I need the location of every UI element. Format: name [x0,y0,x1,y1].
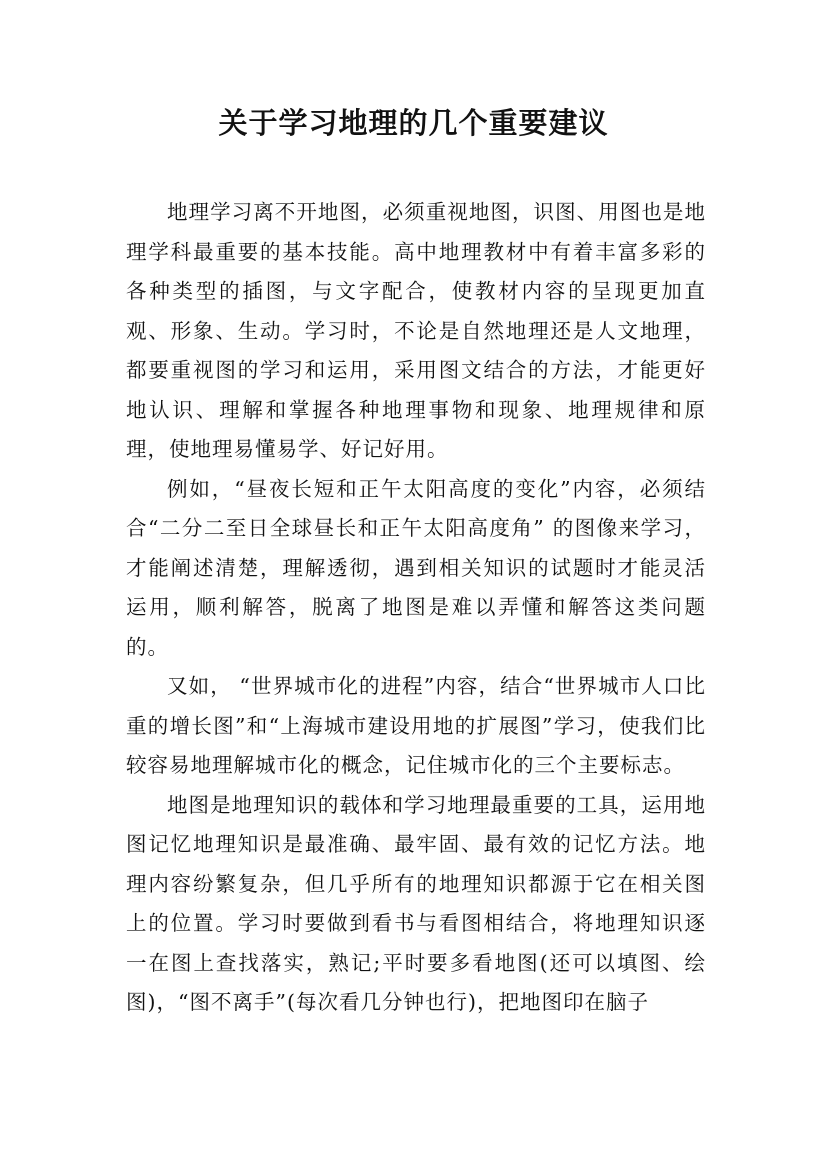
document-title: 关于学习地理的几个重要建议 [218,106,609,140]
paragraph-2: 例如，“昼夜长短和正午太阳高度的变化”内容，必须结合“二分二至日全球昼长和正午太阳高度角” 的图像来学习，才能阐述清楚，理解透彻，遇到相关知识的试题时才能灵活运用，顺利解答，脱离了地图是难以弄懂和解答这类问题的。 [126,476,706,659]
paragraph-1: 地理学习离不开地图，必须重视地图，识图、用图也是地理学科最重要的基本技能。高中地理教材中有着丰富多彩的各种类型的插图，与文字配合，使教材内容的呈现更加直观、形象、生动。学习时，不论是自然地理还是人文地理，都要重视图的学习和运用，采用图文结合的方法，才能更好地认识、理解和掌握各种地理事物和现象、地理规律和原理，使地理易懂易学、好记好用。 [126,200,706,461]
document-body [126,193,706,1023]
paragraph-4: 地图是地理知识的载体和学习地理最重要的工具，运用地图记忆地理知识是最准确、最牢固、最有效的记忆方法。地理内容纷繁复杂，但几乎所有的地理知识都源于它在相关图上的位置。学习时要做到看书与看图相结合，将地理知识逐一在图上查找落实，熟记;平时要多看地图(还可以填图、绘图)，“图不离手”(每次看几分钟也行)，把地图印在脑子 [126,792,706,1014]
paragraph-3: 又如， “世界城市化的进程”内容，结合“世界城市人口比重的增长图”和“上海城市建设用地的扩展图”学习，使我们比较容易地理解城市化的概念，记住城市化的三个主要标志。 [126,674,706,777]
